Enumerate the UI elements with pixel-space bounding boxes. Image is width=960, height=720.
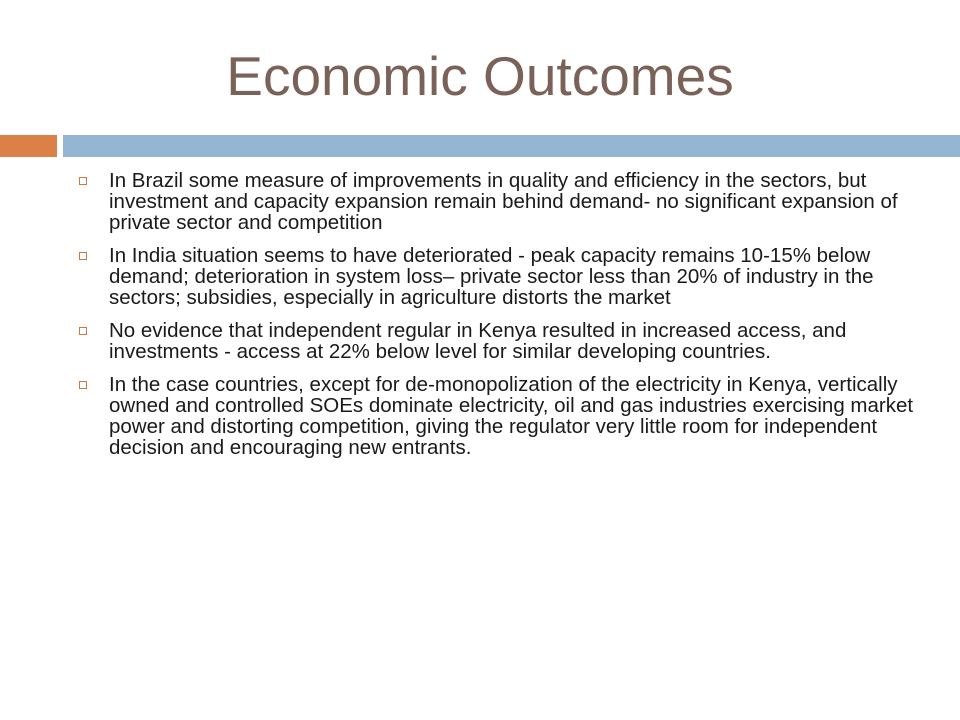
bullet-text: In the case countries, except for de-monopolization of the electricity in Kenya, vertically owned and controlled SOEs dominate electricity, oil and gas industries exercising market power and distorting competition, giving the regulator very little room for independent decision and encouraging new entrants. (109, 373, 914, 459)
bullet-item (76, 374, 926, 458)
hollow-square-bullet-icon (79, 381, 87, 389)
accent-bar-blue (63, 135, 960, 157)
bullet-item (76, 245, 926, 308)
bullet-text: No evidence that independent regular in Kenya resulted in increased access, and investments - access at 22% below level for similar developing countries. (109, 319, 847, 363)
hollow-square-bullet-icon (79, 252, 87, 260)
bullet-text: In India situation seems to have deteriorated - peak capacity remains 10-15% below demand; deterioration in system loss– private sector less than 20% of industry in the sectors; subsidies, especially in agriculture distorts the market (109, 244, 874, 309)
accent-bar-orange (0, 135, 57, 157)
bullet-text: In Brazil some measure of improvements in quality and efficiency in the sectors, but investment and capacity expansion remain behind demand- no significant expansion of private sector and competition (109, 169, 898, 234)
hollow-square-bullet-icon (79, 177, 87, 185)
bullet-list (76, 170, 926, 470)
bullet-item (76, 320, 926, 362)
slide-title: Economic Outcomes (226, 45, 734, 107)
bullet-item (76, 170, 926, 233)
hollow-square-bullet-icon (79, 327, 87, 335)
